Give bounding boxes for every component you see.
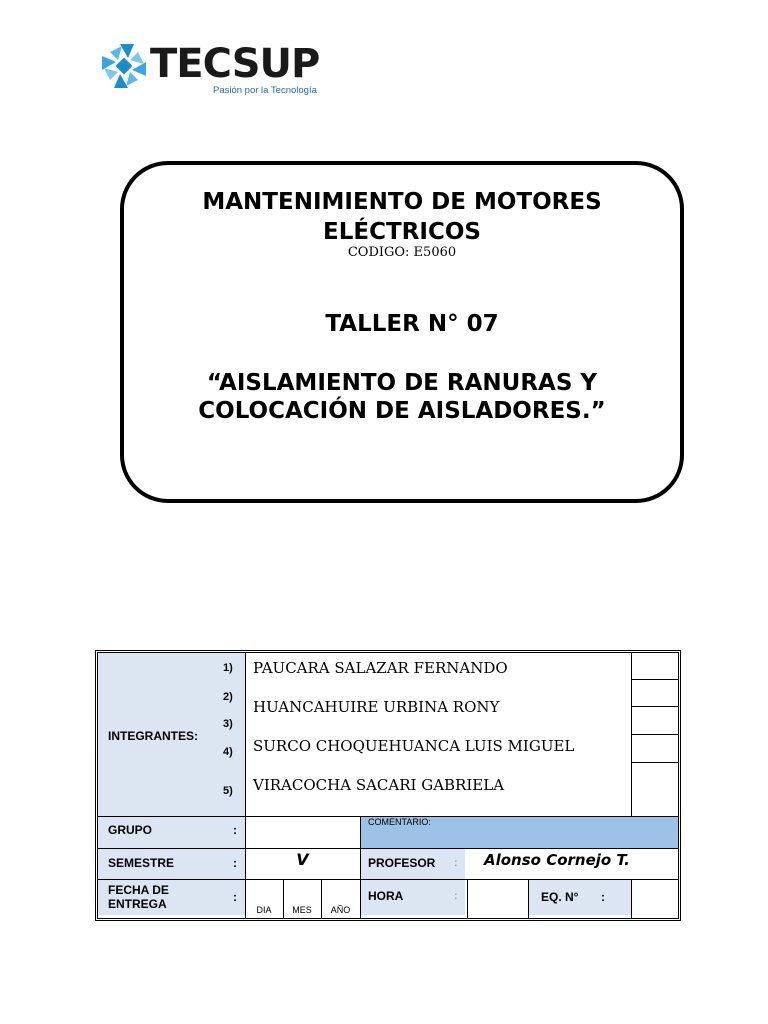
grid-line — [360, 816, 361, 918]
member-box-3[interactable] — [631, 706, 678, 734]
member-number-4: 4) — [223, 746, 233, 758]
member-number-3: 3) — [223, 718, 233, 730]
info-form — [95, 650, 681, 921]
grupo-field[interactable] — [245, 816, 360, 848]
subject-line-1: “AISLAMIENTO DE RANURAS Y — [206, 370, 598, 396]
anio-label: AÑO — [330, 905, 351, 915]
grid-line — [98, 879, 678, 880]
member-number-5: 5) — [223, 785, 233, 797]
grupo-colon: : — [233, 823, 237, 837]
grid-line — [631, 734, 678, 735]
semestre-label: SEMESTRE — [108, 856, 175, 870]
fecha-colon: : — [233, 890, 237, 904]
taller-number: TALLER N° 07 — [325, 311, 499, 337]
hora-colon: : — [454, 889, 458, 902]
member-box-1[interactable] — [631, 653, 678, 679]
member-box-4[interactable] — [631, 734, 678, 762]
member-name-2[interactable]: HUANCAHUIRE URBINA RONY — [253, 698, 500, 716]
fecha-label-line-2: ENTREGA — [108, 897, 167, 911]
taller-subject — [124, 369, 680, 425]
integrantes-label: INTEGRANTES: — [108, 729, 198, 743]
hora-field[interactable] — [467, 879, 528, 915]
course-title — [124, 187, 680, 247]
logo-tagline: Pasión por la Tecnología — [213, 85, 317, 96]
eq-colon: : — [601, 890, 605, 904]
member-box-5[interactable] — [631, 762, 678, 816]
hora-label: HORA — [368, 889, 404, 903]
grid-line — [98, 816, 678, 817]
grid-line — [98, 848, 678, 849]
grupo-label: GRUPO — [108, 823, 153, 837]
comentario-label: COMENTARIO: — [368, 817, 431, 827]
profesor-label: PROFESOR — [368, 856, 436, 870]
subject-line-2: COLOCACIÓN DE AISLADORES.” — [198, 398, 606, 424]
profesor-colon: : — [454, 856, 458, 869]
member-name-1[interactable]: PAUCARA SALAZAR FERNANDO — [253, 659, 508, 677]
tecsup-emblem-icon — [96, 38, 152, 94]
fecha-label — [108, 883, 169, 911]
member-name-5[interactable]: VIRACOCHA SACARI GABRIELA — [253, 776, 505, 794]
fecha-label-line-1: FECHA DE — [108, 883, 169, 897]
member-box-2[interactable] — [631, 679, 678, 706]
grid-line — [631, 679, 678, 680]
grid-line — [631, 706, 678, 707]
eq-field[interactable] — [633, 879, 678, 915]
course-title-line-2: ELÉCTRICOS — [323, 219, 481, 245]
logo-wordmark: TECSUP — [150, 41, 320, 87]
title-box — [120, 161, 684, 503]
semestre-value[interactable]: V — [296, 850, 309, 869]
course-title-line-1: MANTENIMIENTO DE MOTORES — [202, 189, 602, 215]
member-number-2: 2) — [223, 691, 233, 703]
grid-line — [283, 879, 284, 918]
grid-line — [631, 879, 632, 918]
grid-line — [631, 762, 678, 763]
course-code: CODIGO: E5060 — [347, 245, 457, 260]
grid-line — [528, 879, 529, 918]
tecsup-logo — [96, 38, 326, 98]
eq-label: EQ. N° — [541, 890, 579, 904]
grid-line — [467, 879, 468, 918]
grid-line — [321, 879, 322, 918]
dia-label: DIA — [256, 905, 272, 915]
member-number-1: 1) — [223, 662, 233, 674]
mes-label: MES — [292, 905, 312, 915]
member-name-3[interactable]: SURCO CHOQUEHUANCA LUIS MIGUEL — [253, 737, 575, 755]
semestre-colon: : — [233, 856, 237, 870]
profesor-value[interactable]: Alonso Cornejo T. — [484, 851, 630, 869]
